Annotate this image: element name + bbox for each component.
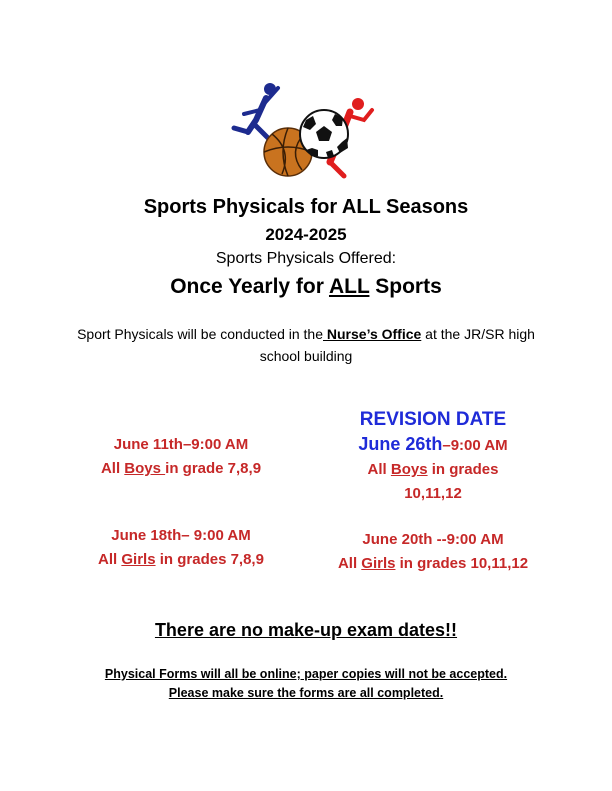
no-makeup-notice: There are no make-up exam dates!! (154, 620, 458, 640)
school-year: 2024-2025 (265, 225, 347, 244)
frequency-suffix: Sports (369, 275, 442, 298)
group-boys: Boys (124, 460, 166, 477)
group-suffix: in grades 7,8,9 (155, 551, 264, 568)
soccer-ball-icon (300, 110, 348, 158)
sports-logo (226, 80, 392, 182)
intro-text (66, 323, 546, 367)
offered-label: Sports Physicals Offered: (215, 250, 397, 267)
intro-part1: Sport Physicals will be conducted in the (77, 326, 323, 342)
boys-10-12-date (318, 432, 548, 458)
group-girls: Girls (121, 551, 156, 568)
boys-10-12-grades: 10,11,12 (404, 485, 462, 502)
page-title: Sports Physicals for ALL Seasons (143, 196, 469, 218)
girls-10-12-date: June 20th --9:00 AM (362, 531, 504, 548)
boys-10-12-group (318, 458, 548, 482)
footer-line-1: Physical Forms will all be online; paper copies will not be accepted. (104, 667, 508, 681)
intro-location: Nurse’s Office (323, 326, 422, 342)
big-date: June 26th (358, 434, 443, 454)
girls-10-12-group (318, 552, 548, 576)
frequency-heading (0, 275, 612, 299)
group-boys: Boys (390, 461, 428, 478)
group-girls: Girls (361, 555, 396, 572)
girls-7-9-block (72, 524, 290, 572)
frequency-prefix: Once Yearly for (170, 275, 329, 298)
boys-7-9-group (72, 457, 290, 481)
group-suffix: in grades (427, 461, 499, 478)
revision-date-heading: REVISION DATE (359, 409, 507, 430)
girls-7-9-group (72, 548, 290, 572)
footer-line-2: Please make sure the forms are all completed. (168, 686, 444, 700)
group-suffix: in grade 7,8,9 (165, 460, 262, 477)
revision-block (318, 408, 548, 506)
girls-7-9-date: June 18th– 9:00 AM (111, 527, 251, 544)
footer-notes (0, 665, 612, 703)
girls-10-12-block (318, 528, 548, 576)
group-prefix: All (100, 460, 125, 477)
group-suffix: in grades 10,11,12 (395, 555, 529, 572)
group-prefix: All (337, 555, 362, 572)
intro-part2: at the JR/SR high school building (259, 326, 535, 364)
group-prefix: All (367, 461, 391, 478)
frequency-all: ALL (328, 275, 370, 298)
group-prefix: All (98, 551, 122, 568)
boys-7-9-date: June 11th–9:00 AM (113, 436, 249, 453)
boys-7-9-block (72, 433, 290, 481)
date-time: –9:00 AM (442, 437, 508, 454)
